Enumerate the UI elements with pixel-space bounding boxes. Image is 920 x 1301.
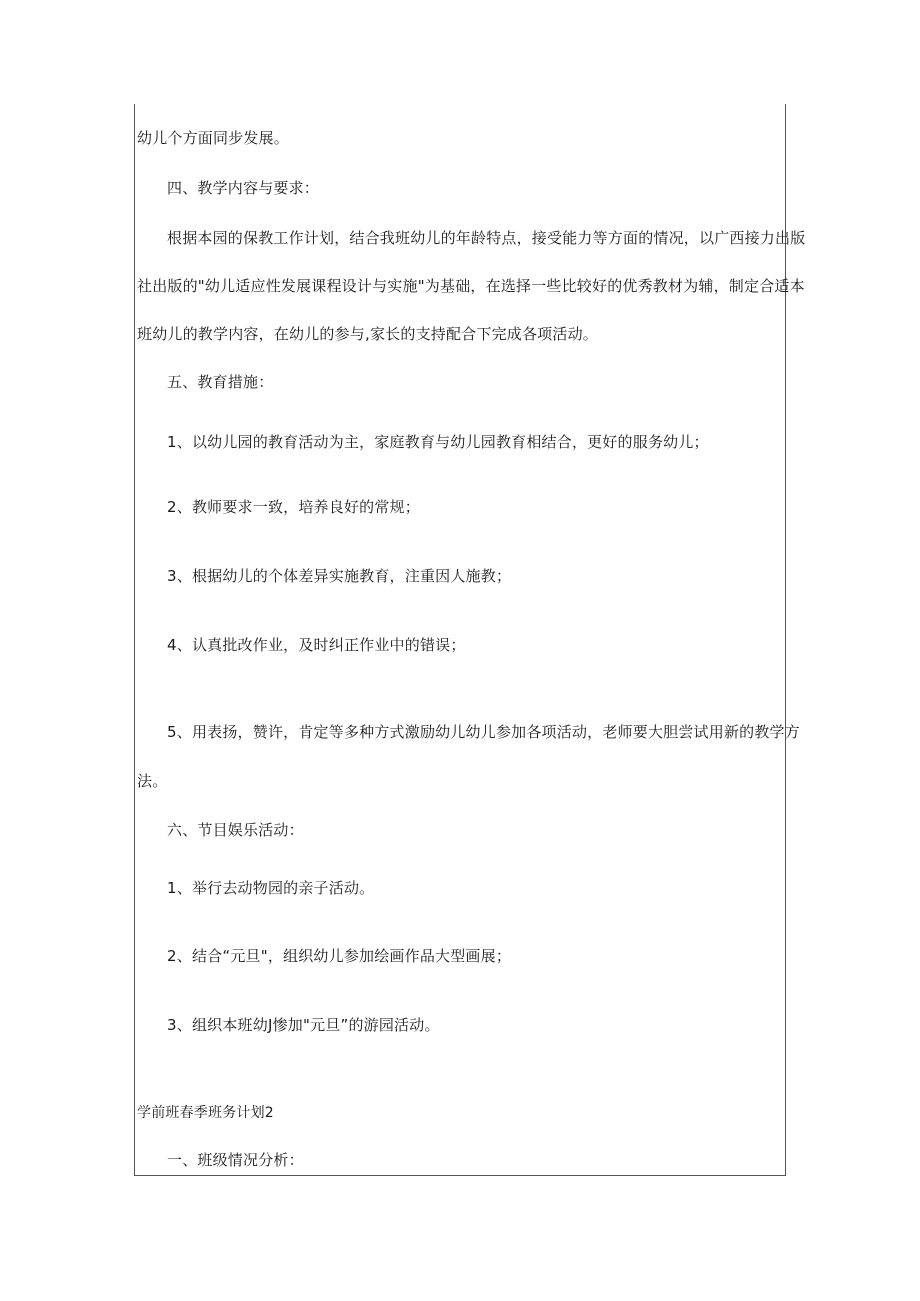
list-item: 3、根据幼儿的个体差异实施教育，注重因人施教； (167, 567, 512, 585)
paragraph-line: 班幼儿的教学内容，在幼儿的参与,家长的支持配合下完成各项活动。 (137, 325, 598, 343)
list-item: 5、用表扬，赞许，肯定等多种方式激励幼儿幼儿参加各项活动，老师要大胆尝试用新的教学方 (167, 723, 800, 741)
paragraph-line: 社出版的"幼儿适应性发展课程设计与实施"为基础，在选择一些比较好的优秀教材为辅，制定合适本 (137, 277, 805, 295)
list-item: 1、以幼儿园的教育活动为主，家庭教育与幼儿园教育相结合，更好的服务幼儿； (167, 433, 709, 451)
section-heading: 六、节目娱乐活动： (167, 821, 304, 839)
paragraph-line: 根据本园的保教工作计划，结合我班幼儿的年龄特点，接受能力等方面的情况，以广西接力出版 (167, 229, 806, 247)
paragraph-line: 幼儿个方面同步发展。 (137, 129, 290, 147)
list-item: 3、组织本班幼J惨加"元旦”的游园活动。 (167, 1016, 440, 1034)
list-item: 2、教师要求一致，培养良好的常规； (167, 498, 420, 516)
list-item: 4、认真批改作业，及时纠正作业中的错误； (167, 636, 466, 654)
list-item: 1、举行去动物园的亲子活动。 (167, 879, 375, 897)
section-heading: 五、教育措施： (167, 373, 274, 391)
document-subtitle: 学前班春季班务计划2 (137, 1105, 274, 1121)
paragraph-line: 法。 (137, 772, 168, 790)
section-heading: 四、教学内容与要求： (167, 179, 320, 197)
list-item: 2、结合“元旦"，组织幼儿参加绘画作品大型画展； (167, 947, 512, 965)
section-heading: 一、班级情况分析： (167, 1151, 304, 1169)
